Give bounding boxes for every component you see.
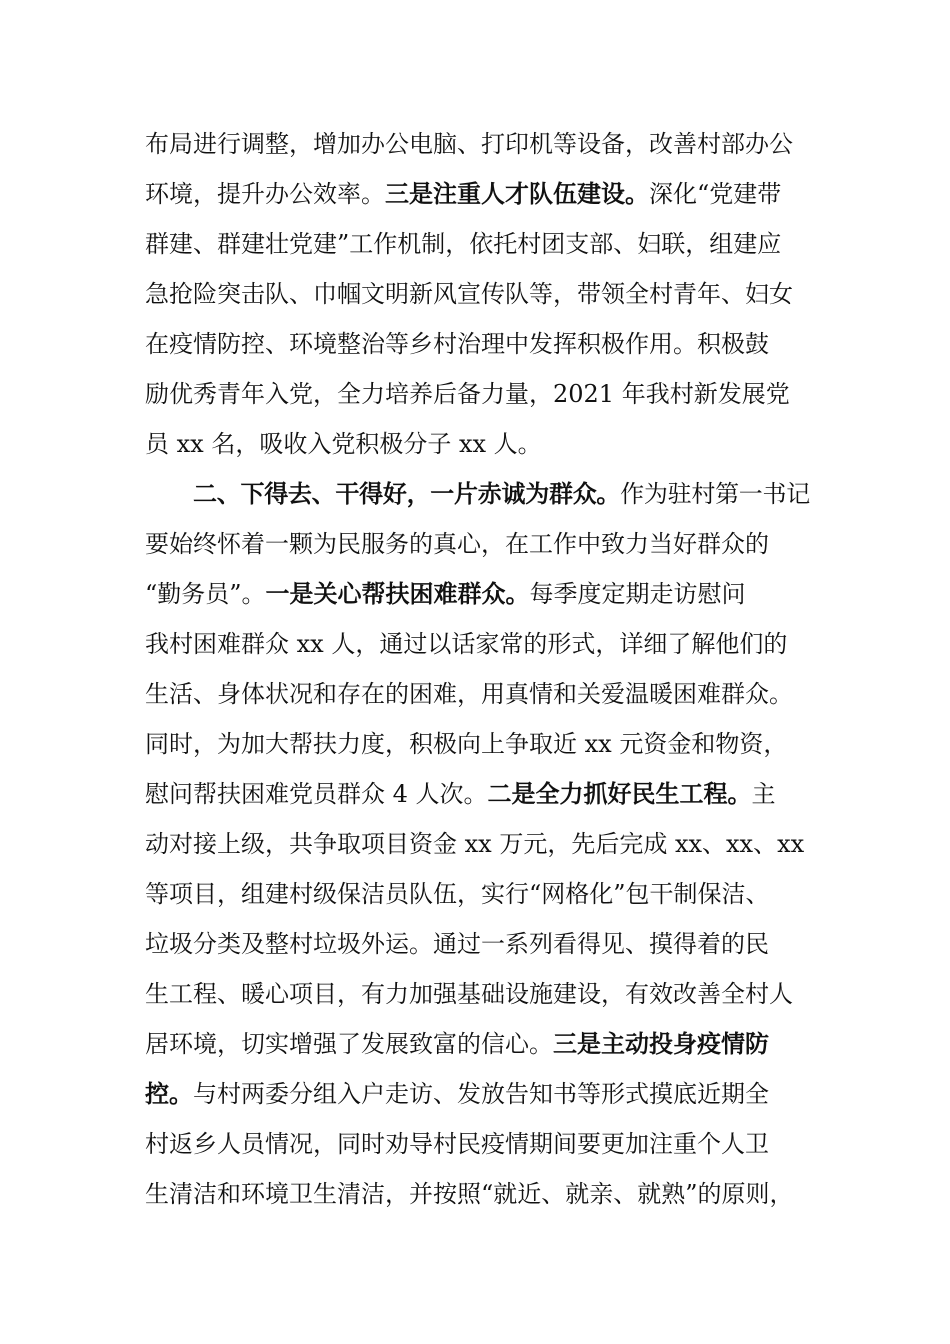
text-span: “勤务员”。 <box>145 580 266 608</box>
text-line <box>145 924 810 964</box>
text-span: 群建、群建壮党建”工作机制，依托村团支部、妇联，组建应 <box>145 230 782 258</box>
bold-text-span: 二、下得去、干得好，一片赤诚为群众。 <box>193 480 621 508</box>
text-span: 生工程、暖心项目，有力加强基础设施建设，有效改善全村人 <box>145 980 793 1008</box>
text-span: 励优秀青年入党，全力培养后备力量，2021 年我村新发展党 <box>145 380 790 408</box>
text-line <box>145 324 810 364</box>
text-line <box>145 1024 810 1064</box>
text-span: 深化“党建带 <box>649 180 782 208</box>
text-line <box>145 1124 810 1164</box>
text-line <box>145 1174 810 1214</box>
bold-text-span: 三是主动投身疫情防 <box>553 1030 769 1058</box>
text-span: 等项目，组建村级保洁员队伍，实行“网格化”包干制保洁、 <box>145 880 770 908</box>
text-line <box>145 974 810 1014</box>
text-span: 要始终怀着一颗为民服务的真心，在工作中致力当好群众的 <box>145 530 769 558</box>
text-span: 员 xx 名，吸收入党积极分子 xx 人。 <box>145 430 542 458</box>
text-span: 生清洁和环境卫生清洁，并按照“就近、就亲、就熟”的原则， <box>145 1180 794 1208</box>
text-span: 居环境，切实增强了发展致富的信心。 <box>145 1030 553 1058</box>
text-span: 布局进行调整，增加办公电脑、打印机等设备，改善村部办公 <box>145 130 793 158</box>
text-line <box>145 774 810 814</box>
text-span: 在疫情防控、环境整治等乡村治理中发挥积极作用。积极鼓 <box>145 330 769 358</box>
text-line <box>145 574 810 614</box>
bold-text-span: 三是注重人才队伍建设。 <box>385 180 649 208</box>
text-span: 垃圾分类及整村垃圾外运。通过一系列看得见、摸得着的民 <box>145 930 769 958</box>
text-span: 我村困难群众 xx 人，通过以话家常的形式，详细了解他们的 <box>145 630 788 658</box>
text-line <box>145 824 810 864</box>
bold-text-span: 一是关心帮扶困难群众。 <box>265 580 530 608</box>
text-line <box>145 874 810 914</box>
text-span: 与村两委分组入户走访、发放告知书等形式摸底近期全 <box>193 1080 769 1108</box>
text-line <box>145 624 810 664</box>
text-span: 同时，为加大帮扶力度，积极向上争取近 xx 元资金和物资， <box>145 730 788 758</box>
text-span: 每季度定期走访慰问 <box>529 580 746 608</box>
text-line <box>145 224 810 264</box>
text-span: 生活、身体状况和存在的困难，用真情和关爱温暖困难群众。 <box>145 680 793 708</box>
text-line <box>145 174 810 214</box>
text-span: 急抢险突击队、巾帼文明新风宣传队等，带领全村青年、妇女 <box>145 280 793 308</box>
text-line <box>145 124 810 164</box>
text-line <box>193 474 810 514</box>
text-line <box>145 674 810 714</box>
text-line <box>145 724 810 764</box>
text-line <box>145 524 810 564</box>
bold-text-span: 二是全力抓好民生工程。 <box>487 780 752 808</box>
bold-text-span: 控。 <box>145 1080 193 1108</box>
text-line <box>145 424 810 464</box>
text-line <box>145 274 810 314</box>
text-span: 村返乡人员情况，同时劝导村民疫情期间要更加注重个人卫 <box>145 1130 769 1158</box>
text-line <box>145 1074 810 1114</box>
text-span: 主 <box>751 780 776 808</box>
text-span: 环境，提升办公效率。 <box>145 180 385 208</box>
text-line <box>145 374 810 414</box>
text-span: 作为驻村第一书记 <box>620 480 810 508</box>
text-span: 慰问帮扶困难党员群众 4 人次。 <box>145 780 488 808</box>
text-span: 动对接上级，共争取项目资金 xx 万元，先后完成 xx、xx、xx <box>145 830 805 858</box>
